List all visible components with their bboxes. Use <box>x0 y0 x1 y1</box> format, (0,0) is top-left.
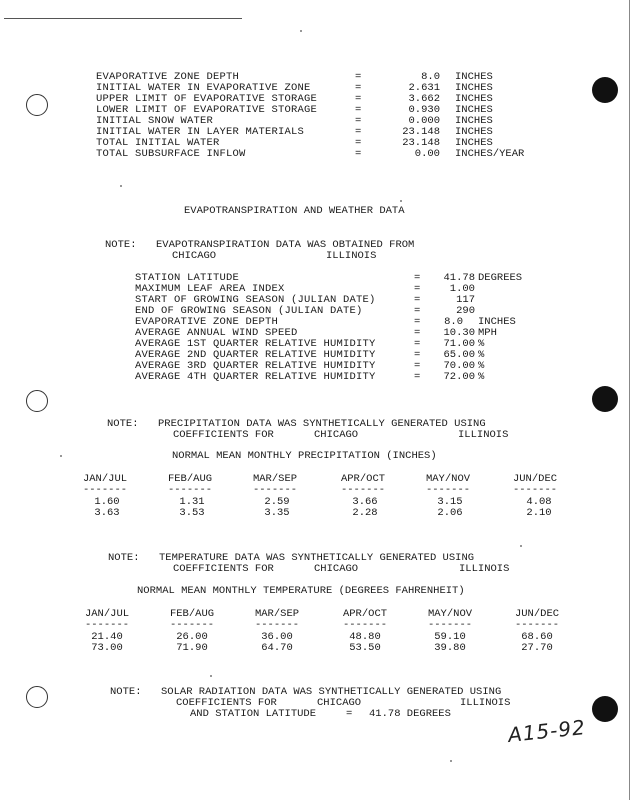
param-unit: INCHES <box>455 104 493 116</box>
param-eq: = <box>414 283 421 295</box>
col-dashes: ------- <box>167 484 213 496</box>
scan-speck <box>400 200 402 202</box>
param-eq: = <box>414 360 421 372</box>
scan-speck <box>300 30 302 32</box>
scan-speck <box>120 185 122 187</box>
note-state: ILLINOIS <box>326 250 377 262</box>
param-eq: = <box>414 316 421 328</box>
param-eq: = <box>355 93 362 105</box>
param-unit: % <box>478 338 485 350</box>
note-city: CHICAGO <box>314 429 359 441</box>
note-label: NOTE: <box>110 686 142 698</box>
col-dashes: ------- <box>425 484 471 496</box>
col-dashes: ------- <box>82 484 128 496</box>
col-dashes: ------- <box>342 619 388 631</box>
param-eq: = <box>414 349 421 361</box>
param-eq: = <box>355 71 362 83</box>
punch-hole-right-top <box>592 77 618 103</box>
table-cell: 39.80 <box>434 642 466 654</box>
param-label: MAXIMUM LEAF AREA INDEX <box>135 283 285 295</box>
param-label: EVAPORATIVE ZONE DEPTH <box>135 316 279 328</box>
table-cell: 21.40 <box>91 631 123 643</box>
table-cell: 36.00 <box>261 631 293 643</box>
param-label: AVERAGE 3RD QUARTER RELATIVE HUMIDITY <box>135 360 376 372</box>
param-eq: = <box>414 272 421 284</box>
col-dashes: ------- <box>340 484 386 496</box>
col-header: APR/OCT <box>342 608 388 620</box>
param-unit: DEGREES <box>478 272 523 284</box>
handwritten-page-number: A15-92 <box>506 715 587 748</box>
col-header: MAY/NOV <box>425 473 471 485</box>
param-eq: = <box>414 327 421 339</box>
table-cell: 71.90 <box>176 642 208 654</box>
note-state: ILLINOIS <box>459 563 510 575</box>
param-eq: = <box>355 104 362 116</box>
param-value: 10.30 <box>443 327 475 339</box>
col-header: JAN/JUL <box>84 608 130 620</box>
top-rule <box>4 18 242 19</box>
binder-hole-left-bottom <box>26 686 48 708</box>
note-city: CHICAGO <box>172 250 217 262</box>
scan-speck <box>60 455 62 457</box>
param-unit: INCHES <box>478 316 516 328</box>
col-header: MAR/SEP <box>252 473 298 485</box>
param-eq: = <box>414 338 421 350</box>
param-label: AVERAGE 1ST QUARTER RELATIVE HUMIDITY <box>135 338 376 350</box>
table-cell: 3.53 <box>179 507 205 519</box>
param-label: STATION LATITUDE <box>135 272 240 284</box>
table-cell: 64.70 <box>261 642 293 654</box>
param-unit: INCHES <box>455 137 493 149</box>
binder-hole-left-middle <box>26 390 48 412</box>
param-unit: INCHES <box>455 82 493 94</box>
param-value: 0.00 <box>414 148 440 160</box>
scan-speck <box>520 545 522 547</box>
param-unit: % <box>478 349 485 361</box>
param-label: UPPER LIMIT OF EVAPORATIVE STORAGE <box>96 93 318 105</box>
param-unit: % <box>478 371 485 383</box>
param-unit: INCHES/YEAR <box>455 148 525 160</box>
table-cell: 2.28 <box>352 507 378 519</box>
param-value: 41.78 <box>443 272 475 284</box>
table-cell: 68.60 <box>521 631 553 643</box>
param-eq: = <box>414 371 421 383</box>
col-header: JUN/DEC <box>514 608 560 620</box>
binder-hole-left-top <box>26 94 48 116</box>
note-label: NOTE: <box>108 552 140 564</box>
param-label: END OF GROWING SEASON (JULIAN DATE) <box>135 305 363 317</box>
param-label: INITIAL WATER IN LAYER MATERIALS <box>96 126 305 138</box>
col-dashes: ------- <box>514 619 560 631</box>
note-city: CHICAGO <box>317 697 362 709</box>
param-eq: = <box>355 115 362 127</box>
table-cell: 27.70 <box>521 642 553 654</box>
col-header: MAR/SEP <box>254 608 300 620</box>
col-header: FEB/AUG <box>169 608 215 620</box>
table-cell: 1.31 <box>179 496 205 508</box>
param-value: 23.148 <box>402 126 440 138</box>
col-dashes: ------- <box>427 619 473 631</box>
param-value: 65.00 <box>443 349 475 361</box>
col-dashes: ------- <box>169 619 215 631</box>
note-text: PRECIPITATION DATA WAS SYNTHETICALLY GENERATED USING <box>158 418 486 430</box>
param-value: 8.0 <box>421 71 440 83</box>
note-text: SOLAR RADIATION DATA WAS SYNTHETICALLY GENERATED USING <box>161 686 502 698</box>
note-latitude-eq: = <box>346 708 353 720</box>
param-unit: INCHES <box>455 126 493 138</box>
param-eq: = <box>355 126 362 138</box>
param-unit: % <box>478 360 485 372</box>
param-value: 1.00 <box>449 283 475 295</box>
note-latitude-label: AND STATION LATITUDE <box>190 708 317 720</box>
param-value: 117 <box>456 294 475 306</box>
param-eq: = <box>355 137 362 149</box>
param-label: INITIAL WATER IN EVAPORATIVE ZONE <box>96 82 311 94</box>
param-unit: INCHES <box>455 71 493 83</box>
col-header: FEB/AUG <box>167 473 213 485</box>
right-edge-line <box>629 0 630 800</box>
table-cell: 48.80 <box>349 631 381 643</box>
param-value: 70.00 <box>443 360 475 372</box>
table-cell: 2.10 <box>526 507 552 519</box>
param-eq: = <box>355 148 362 160</box>
punch-hole-right-middle <box>592 386 618 412</box>
param-value: 3.662 <box>408 93 440 105</box>
param-unit: INCHES <box>455 93 493 105</box>
param-label: TOTAL INITIAL WATER <box>96 137 220 149</box>
col-header: APR/OCT <box>340 473 386 485</box>
scan-speck <box>210 675 212 677</box>
table-cell: 1.60 <box>94 496 120 508</box>
col-header: MAY/NOV <box>427 608 473 620</box>
param-label: INITIAL SNOW WATER <box>96 115 214 127</box>
param-label: EVAPORATIVE ZONE DEPTH <box>96 71 240 83</box>
param-value: 71.00 <box>443 338 475 350</box>
table-cell: 53.50 <box>349 642 381 654</box>
note-label: NOTE: <box>105 239 137 251</box>
param-unit: MPH <box>478 327 497 339</box>
col-header: JAN/JUL <box>82 473 128 485</box>
param-value: 23.148 <box>402 137 440 149</box>
note-latitude-value: 41.78 DEGREES <box>369 708 451 720</box>
table-cell: 26.00 <box>176 631 208 643</box>
table-title: NORMAL MEAN MONTHLY TEMPERATURE (DEGREES FAHRENHEIT) <box>137 585 465 597</box>
note-coeff: COEFFICIENTS FOR <box>176 697 277 709</box>
param-label: AVERAGE ANNUAL WIND SPEED <box>135 327 298 339</box>
note-city: CHICAGO <box>314 563 359 575</box>
param-label: START OF GROWING SEASON (JULIAN DATE) <box>135 294 376 306</box>
table-cell: 59.10 <box>434 631 466 643</box>
param-label: AVERAGE 2ND QUARTER RELATIVE HUMIDITY <box>135 349 376 361</box>
param-eq: = <box>414 294 421 306</box>
param-value: 0.000 <box>408 115 440 127</box>
param-label: TOTAL SUBSURFACE INFLOW <box>96 148 246 160</box>
table-cell: 3.66 <box>352 496 378 508</box>
table-cell: 73.00 <box>91 642 123 654</box>
param-label: AVERAGE 4TH QUARTER RELATIVE HUMIDITY <box>135 371 376 383</box>
punch-hole-right-bottom <box>592 696 618 722</box>
scan-speck <box>450 760 452 762</box>
col-header: JUN/DEC <box>512 473 558 485</box>
param-value: 2.631 <box>408 82 440 94</box>
col-dashes: ------- <box>512 484 558 496</box>
note-text: EVAPOTRANSPIRATION DATA WAS OBTAINED FROM <box>156 239 415 251</box>
note-state: ILLINOIS <box>460 697 511 709</box>
param-value: 8.0 <box>444 316 463 328</box>
table-cell: 3.63 <box>94 507 120 519</box>
col-dashes: ------- <box>254 619 300 631</box>
col-dashes: ------- <box>84 619 130 631</box>
table-cell: 3.35 <box>264 507 290 519</box>
param-value: 0.930 <box>408 104 440 116</box>
col-dashes: ------- <box>252 484 298 496</box>
table-cell: 4.08 <box>526 496 552 508</box>
table-cell: 3.15 <box>437 496 463 508</box>
param-value: 72.00 <box>443 371 475 383</box>
note-label: NOTE: <box>107 418 139 430</box>
param-value: 290 <box>456 305 475 317</box>
table-cell: 2.59 <box>264 496 290 508</box>
param-eq: = <box>355 82 362 94</box>
param-label: LOWER LIMIT OF EVAPORATIVE STORAGE <box>96 104 318 116</box>
note-state: ILLINOIS <box>458 429 509 441</box>
table-cell: 2.06 <box>437 507 463 519</box>
table-title: NORMAL MEAN MONTHLY PRECIPITATION (INCHES) <box>172 450 437 462</box>
note-coeff: COEFFICIENTS FOR <box>173 429 274 441</box>
note-coeff: COEFFICIENTS FOR <box>173 563 274 575</box>
param-eq: = <box>414 305 421 317</box>
param-unit: INCHES <box>455 115 493 127</box>
note-text: TEMPERATURE DATA WAS SYNTHETICALLY GENERATED USING <box>159 552 475 564</box>
section-title: EVAPOTRANSPIRATION AND WEATHER DATA <box>184 205 405 217</box>
